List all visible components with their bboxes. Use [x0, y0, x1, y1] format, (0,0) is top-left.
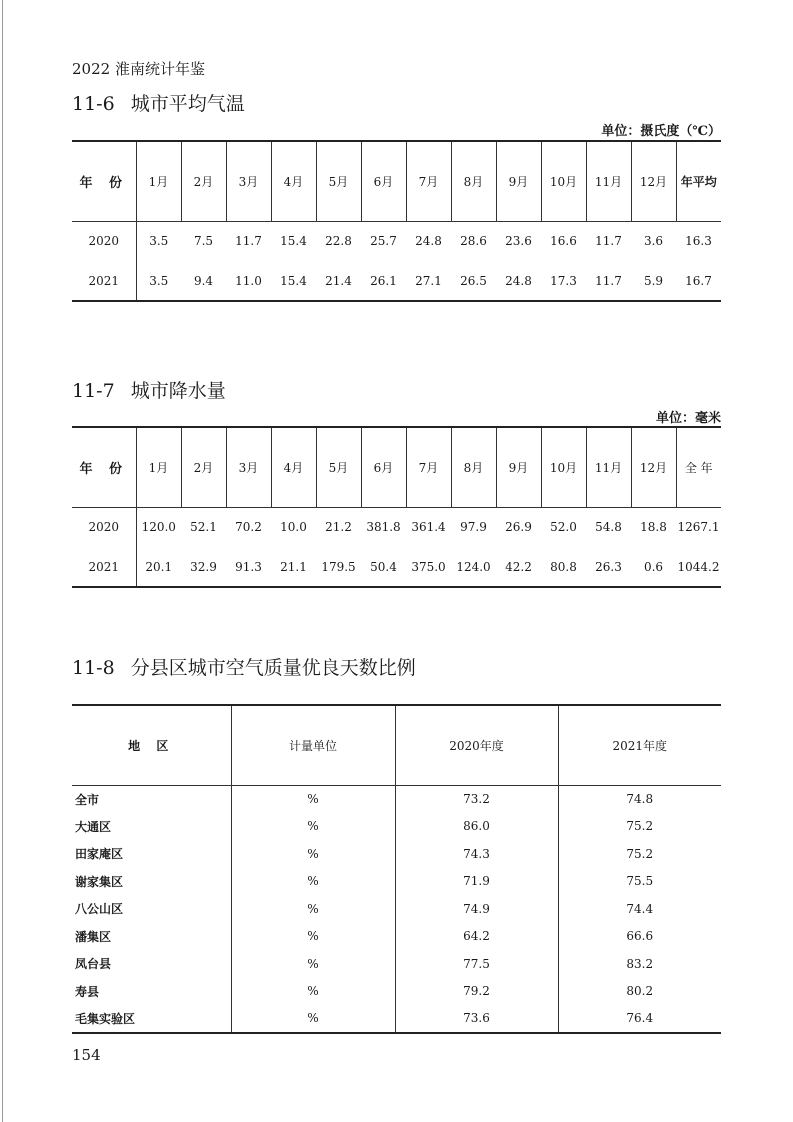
month-header: 9月: [496, 427, 541, 507]
air-quality-table: [72, 704, 721, 1034]
month-header: 11月: [586, 141, 631, 221]
region-cell: 全市: [75, 792, 100, 807]
unit-cell: %: [231, 978, 395, 1006]
month-header: 10月: [541, 141, 586, 221]
value-cell: 75.5: [558, 868, 721, 896]
month-header: 7月: [406, 427, 451, 507]
value-cell: 28.6: [460, 234, 487, 249]
value-cell: 74.4: [558, 895, 721, 923]
value-cell: 11.7: [595, 234, 622, 249]
value-cell: 23.6: [505, 234, 532, 249]
value-cell: 74.8: [558, 785, 721, 813]
value-cell: 1044.2: [677, 559, 720, 574]
value-cell: 381.8: [366, 520, 401, 535]
page-edge-line: [2, 0, 3, 1122]
value-cell: 179.5: [321, 559, 356, 574]
value-cell: 75.2: [558, 813, 721, 841]
value-cell: 11.7: [235, 234, 262, 249]
value-cell: 16.3: [685, 234, 712, 249]
region-cell: 田家庵区: [75, 847, 124, 862]
section-title-11-8: [72, 653, 416, 680]
value-cell: 24.8: [415, 234, 442, 249]
month-header: 4月: [271, 141, 316, 221]
value-cell: 83.2: [558, 950, 721, 978]
table-header-row: [72, 705, 721, 785]
month-header: 7月: [406, 141, 451, 221]
year-2021-column-header: 2021年度: [558, 705, 721, 785]
month-header: 4月: [271, 427, 316, 507]
month-header: 1月: [136, 141, 181, 221]
value-cell: 66.6: [558, 923, 721, 951]
precipitation-table: [72, 426, 721, 588]
value-cell: 11.7: [595, 273, 622, 288]
table-header-row: [72, 427, 721, 507]
month-header: 6月: [361, 427, 406, 507]
table-row: [72, 950, 721, 978]
value-cell: 80.2: [558, 978, 721, 1006]
unit-cell: %: [231, 785, 395, 813]
table-row: [72, 221, 721, 261]
region-cell: 大通区: [75, 819, 112, 834]
temperature-table: [72, 140, 721, 302]
section-title-11-6: [72, 89, 245, 116]
region-cell: 寿县: [75, 984, 100, 999]
value-cell: 1267.1: [677, 520, 720, 535]
book-title: 2022 淮南统计年鉴: [72, 60, 205, 78]
value-cell: 73.6: [395, 1005, 558, 1033]
year-2020-column-header: 2020年度: [395, 705, 558, 785]
year-cell: 2021: [72, 547, 136, 587]
value-cell: 26.5: [460, 273, 487, 288]
table-row: [72, 261, 721, 301]
month-header: 1月: [136, 427, 181, 507]
value-cell: 70.2: [235, 520, 262, 535]
unit-cell: %: [231, 950, 395, 978]
region-cell: 凤台县: [75, 957, 112, 972]
unit-cell: %: [231, 1005, 395, 1033]
table-row: [72, 978, 721, 1006]
value-cell: 120.0: [141, 520, 176, 535]
annual-total-header: 全 年: [676, 427, 721, 507]
month-header: 11月: [586, 427, 631, 507]
month-header: 2月: [181, 141, 226, 221]
section-number: 11-6: [72, 93, 115, 115]
value-cell: 79.2: [395, 978, 558, 1006]
month-header: 8月: [451, 427, 496, 507]
region-column-header: 地 区: [128, 738, 175, 753]
section-title-11-7: [72, 376, 226, 403]
value-cell: 7.5: [193, 234, 214, 249]
section-number: 11-8: [72, 657, 115, 679]
region-cell: 毛集实验区: [75, 1011, 136, 1026]
value-cell: 375.0: [411, 559, 446, 574]
value-cell: 124.0: [456, 559, 491, 574]
value-cell: 361.4: [411, 520, 446, 535]
value-cell: 73.2: [395, 785, 558, 813]
year-cell: 2020: [72, 221, 136, 261]
region-cell: 潘集区: [75, 929, 112, 944]
value-cell: 3.5: [149, 273, 169, 288]
value-cell: 21.2: [325, 520, 352, 535]
region-cell: 八公山区: [75, 902, 124, 917]
value-cell: 11.0: [235, 273, 262, 288]
value-cell: 32.9: [190, 559, 217, 574]
unit-cell: %: [231, 895, 395, 923]
value-cell: 15.4: [280, 273, 307, 288]
unit-cell: %: [231, 840, 395, 868]
value-cell: 76.4: [558, 1005, 721, 1033]
value-cell: 75.2: [558, 840, 721, 868]
value-cell: 71.9: [395, 868, 558, 896]
value-cell: 10.0: [280, 520, 307, 535]
table-row: [72, 868, 721, 896]
month-header: 3月: [226, 141, 271, 221]
year-column-header: 年 份: [79, 175, 129, 191]
value-cell: 77.5: [395, 950, 558, 978]
value-cell: 52.0: [550, 520, 577, 535]
value-cell: 74.3: [395, 840, 558, 868]
value-cell: 26.3: [595, 559, 622, 574]
value-cell: 3.5: [149, 234, 169, 249]
value-cell: 80.8: [550, 559, 577, 574]
month-header: 10月: [541, 427, 586, 507]
month-header: 12月: [631, 141, 676, 221]
unit-cell: %: [231, 923, 395, 951]
value-cell: 52.1: [190, 520, 217, 535]
year-cell: 2020: [72, 507, 136, 547]
value-cell: 22.8: [325, 234, 352, 249]
table-row: [72, 895, 721, 923]
value-cell: 97.9: [460, 520, 487, 535]
unit-cell: %: [231, 868, 395, 896]
value-cell: 21.4: [325, 273, 352, 288]
month-header: 5月: [316, 427, 361, 507]
table-row: [72, 923, 721, 951]
value-cell: 54.8: [595, 520, 622, 535]
month-header: 3月: [226, 427, 271, 507]
value-cell: 24.8: [505, 273, 532, 288]
section-name: 分县区城市空气质量优良天数比例: [130, 657, 416, 679]
table-row: [72, 840, 721, 868]
value-cell: 91.3: [235, 559, 262, 574]
value-cell: 25.7: [370, 234, 397, 249]
section-number: 11-7: [72, 380, 115, 402]
section-name: 城市降水量: [130, 380, 226, 402]
value-cell: 21.1: [280, 559, 307, 574]
table-row: [72, 813, 721, 841]
table-row: [72, 1005, 721, 1033]
table-row: [72, 507, 721, 547]
value-cell: 16.7: [685, 273, 712, 288]
region-cell: 谢家集区: [75, 874, 124, 889]
section-name: 城市平均气温: [130, 93, 245, 115]
month-header: 8月: [451, 141, 496, 221]
month-header: 5月: [316, 141, 361, 221]
value-cell: 9.4: [193, 273, 214, 288]
year-column-header: 年 份: [79, 461, 129, 477]
value-cell: 26.1: [370, 273, 397, 288]
value-cell: 74.9: [395, 895, 558, 923]
table-row: [72, 785, 721, 813]
value-cell: 16.6: [550, 234, 577, 249]
unit-label: 单位：摄氏度（℃）: [601, 124, 721, 139]
value-cell: 20.1: [145, 559, 173, 574]
value-cell: 18.8: [640, 520, 667, 535]
unit-column-header: 计量单位: [231, 705, 395, 785]
value-cell: 27.1: [415, 273, 442, 288]
table-row: [72, 547, 721, 587]
month-header: 12月: [631, 427, 676, 507]
month-header: 9月: [496, 141, 541, 221]
value-cell: 26.9: [505, 520, 532, 535]
annual-average-header: 年平均: [676, 141, 721, 221]
value-cell: 0.6: [643, 559, 664, 574]
page-number: 154: [72, 1046, 101, 1064]
value-cell: 42.2: [505, 559, 532, 574]
month-header: 6月: [361, 141, 406, 221]
unit-cell: %: [231, 813, 395, 841]
year-cell: 2021: [72, 261, 136, 301]
table-header-row: [72, 141, 721, 221]
value-cell: 50.4: [370, 559, 397, 574]
value-cell: 3.6: [643, 234, 664, 249]
value-cell: 17.3: [550, 273, 577, 288]
value-cell: 5.9: [643, 273, 664, 288]
value-cell: 15.4: [280, 234, 307, 249]
month-header: 2月: [181, 427, 226, 507]
value-cell: 64.2: [395, 923, 558, 951]
unit-label: 单位：毫米: [655, 411, 721, 426]
value-cell: 86.0: [395, 813, 558, 841]
